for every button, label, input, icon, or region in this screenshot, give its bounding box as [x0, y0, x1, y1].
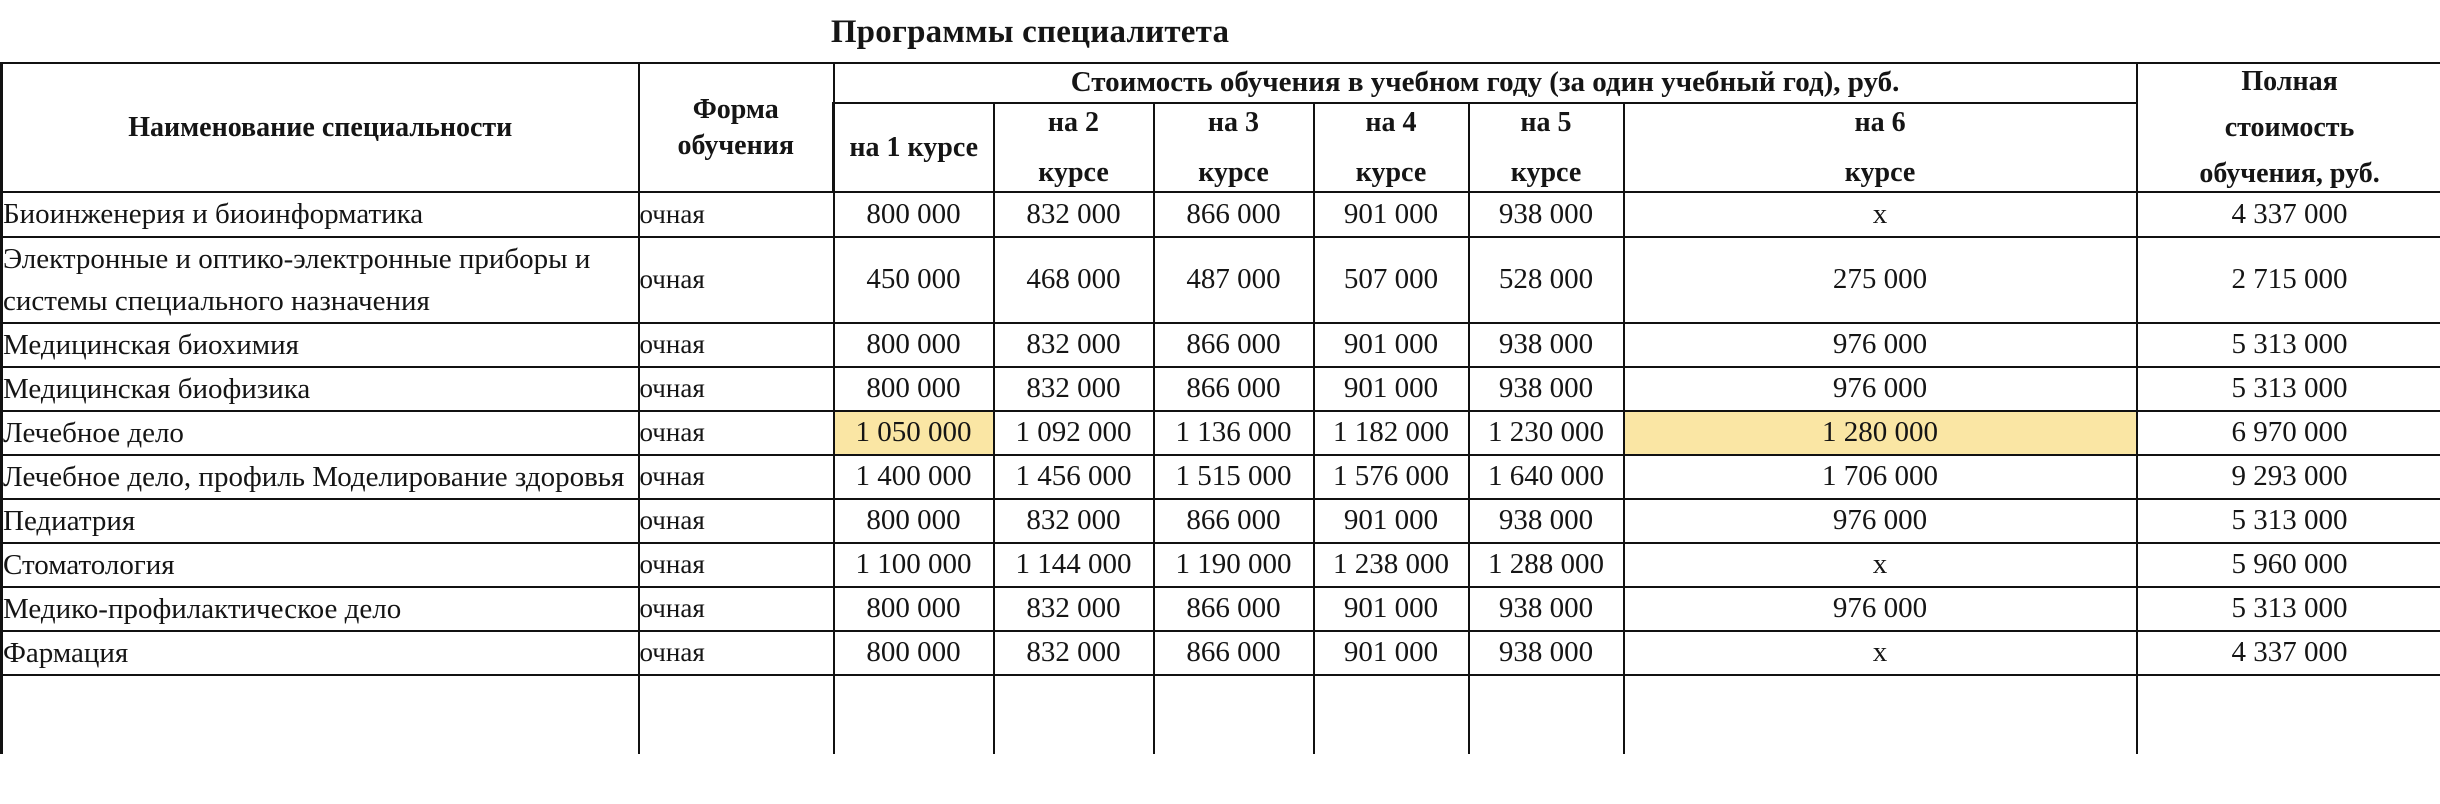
table-row [2, 455, 2440, 499]
cell-empty [2137, 675, 2440, 754]
cell-cost-course-6: 976 000 [1624, 499, 2137, 543]
cell-cost-course-6: х [1624, 631, 2137, 675]
course-2-label-line2: курсе [1038, 156, 1109, 188]
cell-cost-course-4: 901 000 [1314, 192, 1469, 236]
total-cost-label-line3: обучения, руб. [2199, 157, 2380, 189]
cell-specialty-name: Педиатрия [2, 499, 639, 543]
cell-study-form: очная [639, 587, 834, 631]
column-header-study-form [639, 63, 834, 192]
cell-cost-course-2: 1 144 000 [994, 543, 1154, 587]
cell-cost-course-1: 800 000 [834, 192, 994, 236]
table-row [2, 499, 2440, 543]
column-header-course-4 [1314, 103, 1469, 193]
cell-cost-course-2: 1 092 000 [994, 411, 1154, 455]
cell-cost-course-2: 832 000 [994, 499, 1154, 543]
cell-total-cost: 5 313 000 [2137, 367, 2440, 411]
cell-total-cost: 4 337 000 [2137, 631, 2440, 675]
cell-empty [639, 675, 834, 754]
cell-cost-course-4: 901 000 [1314, 367, 1469, 411]
cell-study-form: очная [639, 411, 834, 455]
column-header-course-3 [1154, 103, 1314, 193]
course-3-label-line1: на 3 [1207, 106, 1260, 138]
cell-cost-course-4: 901 000 [1314, 587, 1469, 631]
column-header-course-6 [1624, 103, 2137, 193]
cell-specialty-name: Медицинская биохимия [2, 323, 639, 367]
cell-specialty-name: Электронные и оптико-электронные приборы и системы специального назначения [2, 237, 639, 323]
cell-cost-course-4: 901 000 [1314, 631, 1469, 675]
cell-cost-course-4: 507 000 [1314, 237, 1469, 323]
table-header [2, 63, 2440, 192]
cell-cost-course-2: 1 456 000 [994, 455, 1154, 499]
cell-specialty-name: Биоинженерия и биоинформатика [2, 192, 639, 236]
course-5-label-line2: курсе [1510, 156, 1582, 188]
cell-cost-course-3: 1 515 000 [1154, 455, 1314, 499]
cell-cost-course-6: х [1624, 192, 2137, 236]
cell-cost-course-2: 832 000 [994, 587, 1154, 631]
cell-cost-course-1: 1 100 000 [834, 543, 994, 587]
tuition-table-container [0, 62, 2440, 754]
cell-cost-course-2: 832 000 [994, 367, 1154, 411]
cell-cost-course-5: 528 000 [1469, 237, 1624, 323]
cell-cost-course-1: 800 000 [834, 323, 994, 367]
cell-total-cost: 5 313 000 [2137, 323, 2440, 367]
column-header-course-2 [994, 103, 1154, 193]
cell-cost-course-6: 275 000 [1624, 237, 2137, 323]
cell-empty [1314, 675, 1469, 754]
column-header-total-cost [2137, 63, 2440, 192]
table-row [2, 192, 2440, 236]
cell-cost-course-5: 938 000 [1469, 192, 1624, 236]
cell-cost-course-4: 901 000 [1314, 499, 1469, 543]
total-cost-label-line2: стоимость [2224, 111, 2355, 143]
course-6-label-line2: курсе [1844, 156, 1916, 188]
header-row-top [2, 63, 2440, 103]
column-header-specialty-name: Наименование специальности [2, 63, 639, 192]
cell-specialty-name: Медицинская биофизика [2, 367, 639, 411]
cell-total-cost: 5 313 000 [2137, 587, 2440, 631]
cell-cost-course-5: 1 640 000 [1469, 455, 1624, 499]
table-row-empty [2, 675, 2440, 754]
cell-study-form: очная [639, 367, 834, 411]
cell-cost-course-1: 1 050 000 [834, 411, 994, 455]
cell-study-form: очная [639, 455, 834, 499]
cell-specialty-name: Фармация [2, 631, 639, 675]
total-cost-label-line1: Полная [2241, 66, 2338, 97]
cell-cost-course-1: 800 000 [834, 587, 994, 631]
cell-cost-course-1: 450 000 [834, 237, 994, 323]
cell-study-form: очная [639, 237, 834, 323]
cell-cost-course-3: 866 000 [1154, 631, 1314, 675]
cell-cost-course-5: 938 000 [1469, 323, 1624, 367]
cell-empty [1469, 675, 1624, 754]
course-4-label-line2: курсе [1355, 156, 1427, 188]
cell-cost-course-2: 468 000 [994, 237, 1154, 323]
cell-cost-course-1: 1 400 000 [834, 455, 994, 499]
table-body [2, 192, 2440, 754]
table-row [2, 367, 2440, 411]
study-form-label-line2: обучения [677, 129, 795, 161]
table-row [2, 237, 2440, 323]
cell-cost-course-3: 866 000 [1154, 323, 1314, 367]
cell-cost-course-6: 1 706 000 [1624, 455, 2137, 499]
cell-empty [1624, 675, 2137, 754]
cell-cost-course-2: 832 000 [994, 192, 1154, 236]
cell-cost-course-1: 800 000 [834, 631, 994, 675]
cell-cost-course-1: 800 000 [834, 499, 994, 543]
cell-study-form: очная [639, 192, 834, 236]
cell-cost-course-3: 1 190 000 [1154, 543, 1314, 587]
cell-study-form: очная [639, 631, 834, 675]
column-header-course-1 [834, 103, 994, 193]
cell-cost-course-4: 901 000 [1314, 323, 1469, 367]
cell-study-form: очная [639, 323, 834, 367]
course-2-label-line1: на 2 [1047, 106, 1100, 138]
column-header-course-5 [1469, 103, 1624, 193]
cell-cost-course-4: 1 238 000 [1314, 543, 1469, 587]
cell-cost-course-3: 866 000 [1154, 192, 1314, 236]
cell-empty [2, 675, 639, 754]
cell-total-cost: 9 293 000 [2137, 455, 2440, 499]
cell-cost-course-5: 938 000 [1469, 499, 1624, 543]
cell-cost-course-6: 976 000 [1624, 367, 2137, 411]
cell-cost-course-2: 832 000 [994, 323, 1154, 367]
tuition-price-table [0, 62, 2440, 754]
cell-empty [994, 675, 1154, 754]
cell-cost-course-5: 938 000 [1469, 631, 1624, 675]
course-4-label-line1: на 4 [1365, 106, 1417, 138]
course-3-label-line2: курсе [1198, 156, 1269, 188]
table-row [2, 543, 2440, 587]
cell-total-cost: 5 313 000 [2137, 499, 2440, 543]
cell-cost-course-5: 1 230 000 [1469, 411, 1624, 455]
cell-study-form: очная [639, 543, 834, 587]
course-5-label-line1: на 5 [1520, 106, 1572, 138]
cell-cost-course-6: х [1624, 543, 2137, 587]
cell-cost-course-3: 866 000 [1154, 587, 1314, 631]
course-1-label-line1: на 1 курсе [849, 131, 979, 163]
table-row [2, 631, 2440, 675]
cell-empty [1154, 675, 1314, 754]
cell-cost-course-3: 866 000 [1154, 499, 1314, 543]
cell-cost-course-5: 938 000 [1469, 587, 1624, 631]
cell-specialty-name: Стоматология [2, 543, 639, 587]
cell-specialty-name: Лечебное дело, профиль Моделирование здоровья [2, 455, 639, 499]
cell-cost-course-6: 976 000 [1624, 587, 2137, 631]
cell-cost-course-2: 832 000 [994, 631, 1154, 675]
cell-cost-course-6: 1 280 000 [1624, 411, 2137, 455]
cell-specialty-name: Лечебное дело [2, 411, 639, 455]
cell-cost-course-5: 938 000 [1469, 367, 1624, 411]
cell-total-cost: 5 960 000 [2137, 543, 2440, 587]
column-header-cost-group: Стоимость обучения в учебном году (за один учебный год), руб. [834, 63, 2137, 103]
page-title: Программы специалитета [830, 14, 1230, 50]
cell-specialty-name: Медико-профилактическое дело [2, 587, 639, 631]
course-6-label-line1: на 6 [1854, 106, 1906, 138]
cell-cost-course-3: 487 000 [1154, 237, 1314, 323]
cell-cost-course-1: 800 000 [834, 367, 994, 411]
cell-study-form: очная [639, 499, 834, 543]
cell-total-cost: 6 970 000 [2137, 411, 2440, 455]
cell-cost-course-6: 976 000 [1624, 323, 2137, 367]
table-row [2, 587, 2440, 631]
study-form-label-line1: Форма [692, 93, 779, 125]
cell-cost-course-4: 1 182 000 [1314, 411, 1469, 455]
cell-cost-course-3: 866 000 [1154, 367, 1314, 411]
table-row [2, 411, 2440, 455]
table-row [2, 323, 2440, 367]
cell-total-cost: 4 337 000 [2137, 192, 2440, 236]
cell-empty [834, 675, 994, 754]
cell-cost-course-4: 1 576 000 [1314, 455, 1469, 499]
cell-cost-course-3: 1 136 000 [1154, 411, 1314, 455]
cell-total-cost: 2 715 000 [2137, 237, 2440, 323]
cell-cost-course-5: 1 288 000 [1469, 543, 1624, 587]
